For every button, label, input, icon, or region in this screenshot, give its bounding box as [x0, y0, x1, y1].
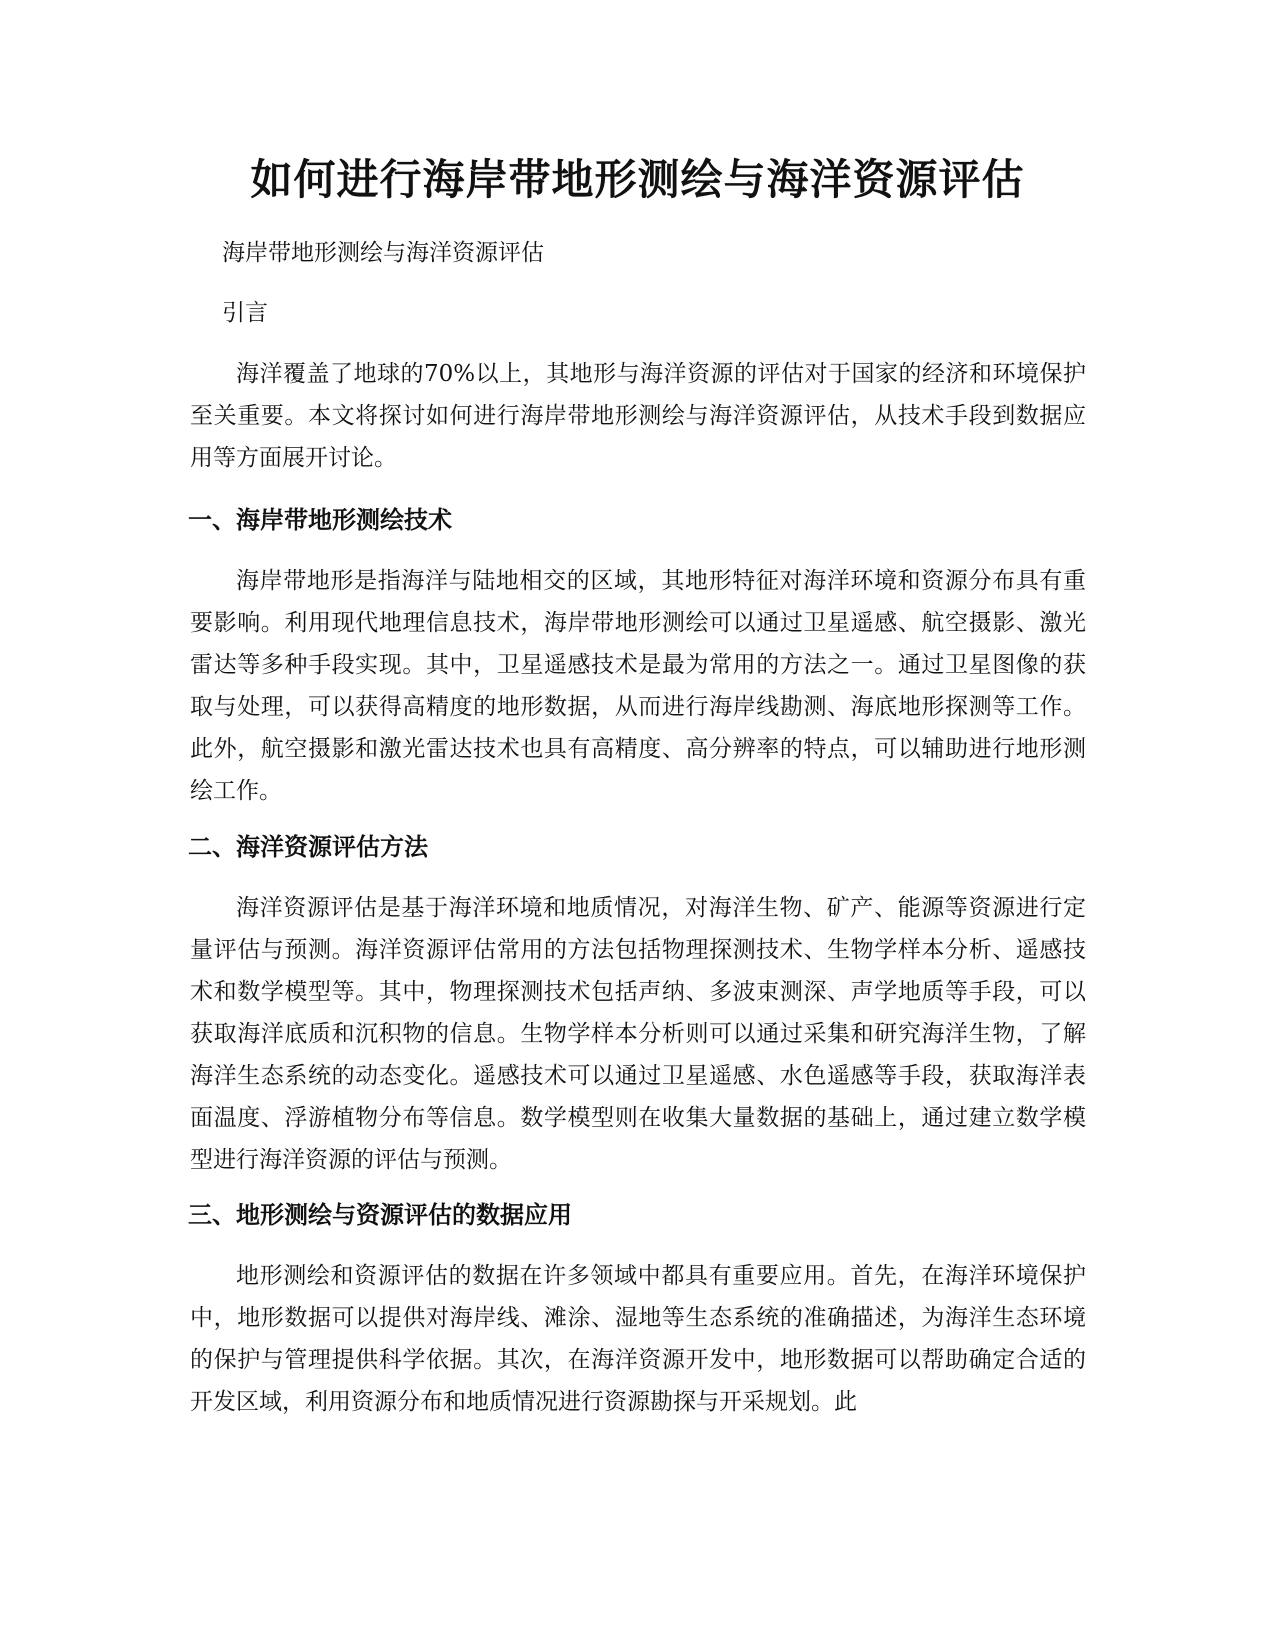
section-heading-3: 三、地形测绘与资源评估的数据应用: [188, 1201, 572, 1229]
document-title: 如何进行海岸带地形测绘与海洋资源评估: [250, 155, 1025, 204]
section-heading-1: 一、海岸带地形测绘技术: [188, 506, 452, 534]
section-paragraph-2: 海洋资源评估是基于海洋环境和地质情况，对海洋生物、矿产、能源等资源进行定量评估与预测。海洋资源评估常用的方法包括物理探测技术、生物学样本分析、遥感技术和数学模型等。其中，物理探测技术包括声纳、多波束测深、声学地质等手段，可以获取海洋底质和沉积物的信息。生物学样本分析则可以通过采集和研究海洋生物，了解海洋生态系统的动态变化。遥感技术可以通过卫星遥感、水色遥感等手段，获取海洋表面温度、浮游植物分布等信息。数学模型则在收集大量数据的基础上，通过建立数学模型进行海洋资源的评估与预测。: [190, 895, 1086, 1173]
intro-paragraph: 海洋覆盖了地球的70%以上，其地形与海洋资源的评估对于国家的经济和环境保护至关重要。本文将探讨如何进行海岸带地形测绘与海洋资源评估，从技术手段到数据应用等方面展开讨论。: [190, 361, 1086, 471]
document-subtitle: 海岸带地形测绘与海洋资源评估: [222, 240, 544, 266]
section-paragraph-1: 海岸带地形是指海洋与陆地相交的区域，其地形特征对海洋环境和资源分布具有重要影响。利用现代地理信息技术，海岸带地形测绘可以通过卫星遥感、航空摄影、激光雷达等多种手段实现。其中，卫星遥感技术是最为常用的方法之一。通过卫星图像的获取与处理，可以获得高精度的地形数据，从而进行海岸线勘测、海底地形探测等工作。此外，航空摄影和激光雷达技术也具有高精度、高分辨率的特点，可以辅助进行地形测绘工作。: [190, 568, 1086, 804]
intro-label: 引言: [222, 300, 268, 326]
section-heading-2: 二、海洋资源评估方法: [188, 833, 428, 861]
section-paragraph-3: 地形测绘和资源评估的数据在许多领域中都具有重要应用。首先，在海洋环境保护中，地形数据可以提供对海岸线、滩涂、湿地等生态系统的准确描述，为海洋生态环境的保护与管理提供科学依据。其次，在海洋资源开发中，地形数据可以帮助确定合适的开发区域，利用资源分布和地质情况进行资源勘探与开采规划。此: [190, 1263, 1086, 1415]
